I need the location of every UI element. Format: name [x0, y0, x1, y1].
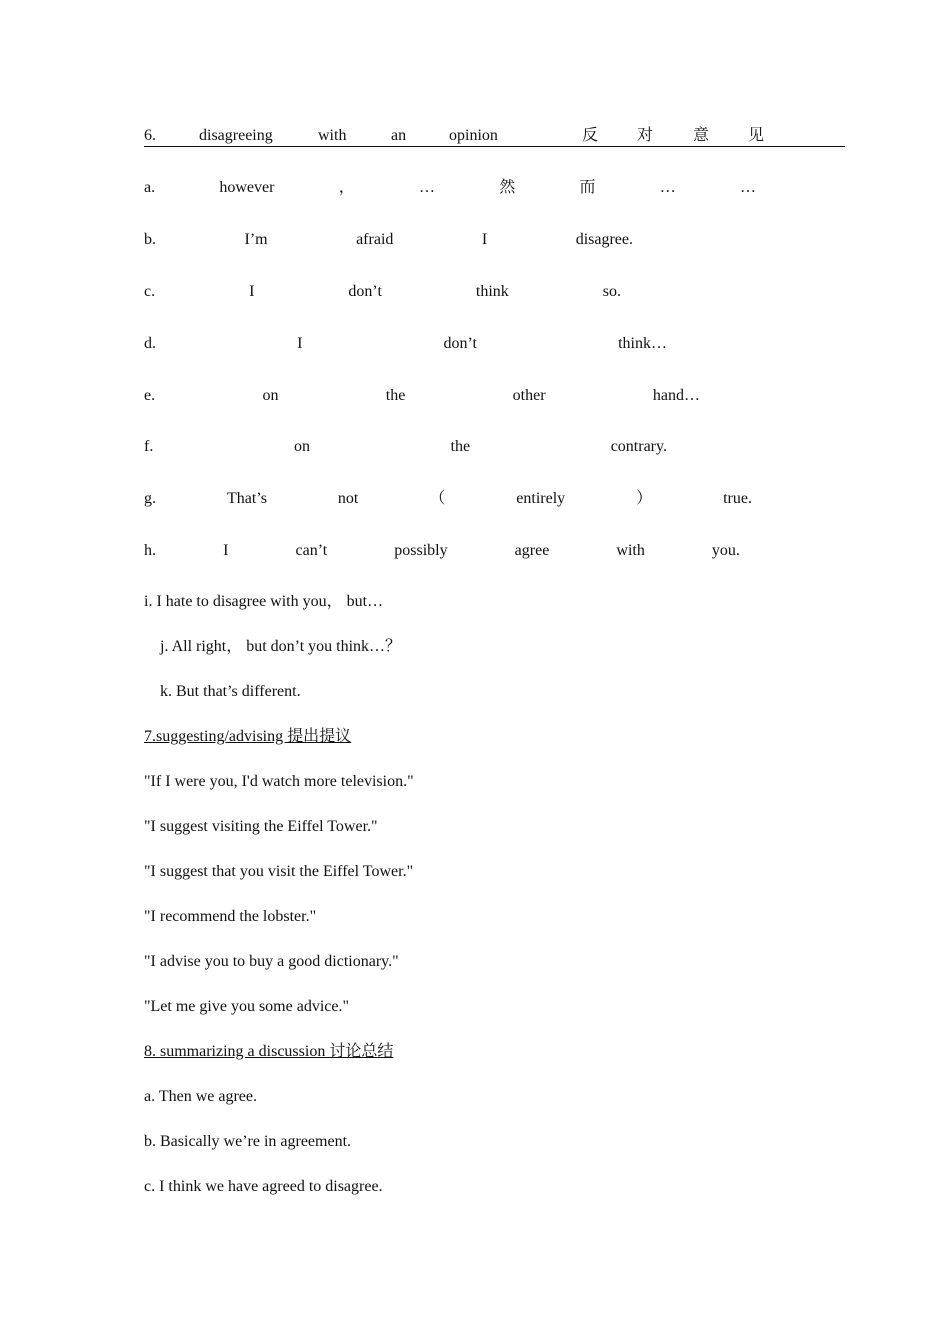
list-item-b: [144, 230, 633, 250]
item-token: I: [481, 231, 488, 248]
list-item: b. Basically we’re in agreement.: [144, 1133, 352, 1150]
list-item: c. I think we have agreed to disagree.: [144, 1178, 383, 1195]
item-token: d.: [144, 335, 156, 352]
list-item-e: [144, 386, 700, 406]
list-item-d: [144, 334, 667, 354]
list-item-i: i. I hate to disagree with you， but…: [144, 593, 384, 610]
item-token: 然: [499, 179, 516, 196]
item-token: the: [450, 438, 471, 455]
item-token: I: [249, 283, 255, 300]
item-token: （: [429, 490, 446, 507]
heading-cn-char: 反: [582, 127, 599, 144]
item-token: I: [297, 335, 303, 352]
item-token: you.: [711, 542, 740, 559]
item-token: I: [223, 542, 229, 559]
list-item-j: j. All right， but don’t you think…？: [160, 638, 402, 655]
item-token: on: [293, 438, 310, 455]
section-7-heading: 7.suggesting/advising 提出提议: [144, 728, 352, 745]
item-token: contrary.: [610, 438, 667, 455]
example-line: "If I were you, I'd watch more television.": [144, 773, 414, 790]
item-token: not: [337, 490, 359, 507]
heading-cn-char: 见: [748, 127, 765, 144]
example-line: "I suggest that you visit the Eiffel Tower.": [144, 863, 414, 880]
list-item-f: [144, 437, 667, 457]
item-token: the: [385, 387, 406, 404]
item-token: possibly: [394, 542, 448, 559]
item-token: …: [659, 179, 676, 196]
item-token: however: [219, 179, 275, 196]
item-token: h.: [144, 542, 156, 559]
item-token: g.: [144, 490, 156, 507]
item-token: think: [475, 283, 509, 300]
heading-word: disagreeing: [199, 127, 273, 144]
item-token: 而: [579, 179, 596, 196]
example-line: "I suggest visiting the Eiffel Tower.": [144, 818, 378, 835]
item-token: think…: [618, 335, 667, 352]
heading-cn-char: 意: [693, 127, 710, 144]
heading-cn-char: 对: [637, 127, 654, 144]
item-token: don’t: [348, 283, 382, 300]
list-item-k: k. But that’s different.: [160, 683, 301, 700]
list-item-c: [144, 282, 621, 302]
item-token: I’m: [244, 231, 268, 248]
item-token: with: [616, 542, 645, 559]
item-token: so.: [602, 283, 621, 300]
item-token: f.: [144, 438, 154, 455]
item-token: ）: [636, 490, 653, 507]
item-token: don’t: [443, 335, 477, 352]
item-token: a.: [144, 179, 156, 196]
list-item-h: [144, 541, 740, 561]
item-token: hand…: [652, 387, 700, 404]
section-8-heading: 8. summarizing a discussion 讨论总结: [144, 1043, 394, 1060]
item-token: …: [740, 179, 756, 196]
item-token: other: [512, 387, 546, 404]
item-token: …: [418, 179, 435, 196]
list-item-g: [144, 489, 752, 509]
list-item: a. Then we agree.: [144, 1088, 257, 1105]
item-token: e.: [144, 387, 156, 404]
item-token: That’s: [226, 490, 267, 507]
heading-word: with: [318, 127, 347, 144]
example-line: "Let me give you some advice.": [144, 998, 349, 1015]
example-line: "I advise you to buy a good dictionary.": [144, 953, 399, 970]
item-token: true.: [723, 490, 752, 507]
item-token: on: [262, 387, 279, 404]
section-6-heading: [144, 126, 845, 147]
item-token: agree: [514, 542, 550, 559]
heading-word: an: [391, 127, 407, 144]
example-line: "I recommend the lobster.": [144, 908, 317, 925]
list-item-a: [144, 178, 756, 198]
item-token: disagree.: [575, 231, 633, 248]
item-token: c.: [144, 283, 156, 300]
item-token: ，: [338, 179, 355, 196]
item-token: entirely: [516, 490, 566, 507]
item-token: b.: [144, 231, 156, 248]
item-token: afraid: [356, 231, 394, 248]
item-token: can’t: [295, 542, 328, 559]
heading-word: opinion: [449, 127, 498, 144]
heading-word: 6.: [144, 127, 156, 144]
